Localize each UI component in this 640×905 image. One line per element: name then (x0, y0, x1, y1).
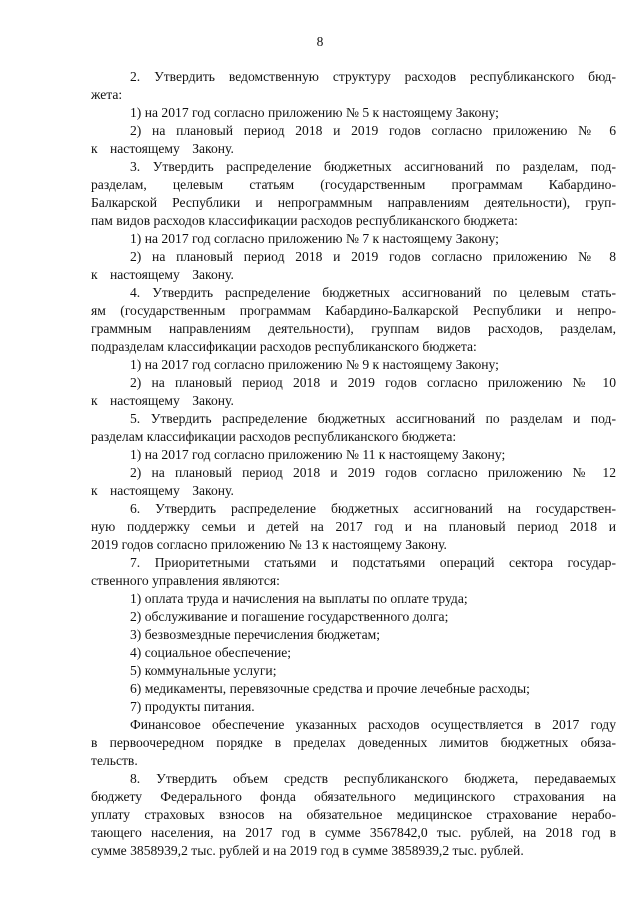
text-line: 1) на 2017 год согласно приложению № 7 к настоящему Закону; (130, 231, 499, 246)
text-line: тающего населения, на 2017 год в сумме 3567842,0 тыс. рублей, на 2018 год в (91, 825, 616, 840)
text-line: граммным направлениям деятельности), группам видов расходов, разделам, (91, 321, 616, 336)
text-line: тельств. (91, 753, 138, 768)
text-line: ственного управления являются: (91, 573, 280, 588)
text-line: 6) медикаменты, перевязочные средства и прочие лечебные расходы; (130, 681, 530, 696)
text-line: Балкарской Республики и непрограммным направлениям деятельности), груп- (91, 195, 616, 210)
text-line: 2) обслуживание и погашение государственного долга; (130, 609, 449, 624)
text-line: подразделам классификации расходов республиканского бюджета: (91, 339, 477, 354)
text-line: пам видов расходов классификации расходов республиканского бюджета: (91, 213, 518, 228)
text-line: к настоящему Закону. (91, 141, 234, 156)
text-line: 8. Утвердить объем средств республиканского бюджета, передаваемых (130, 771, 616, 786)
text-line: 2) на плановый период 2018 и 2019 годов согласно приложению № 6 (130, 123, 616, 138)
text-line: 2) на плановый период 2018 и 2019 годов согласно приложению № 12 (130, 465, 616, 480)
text-line: 5) коммунальные услуги; (130, 663, 277, 678)
text-line: 4) социальное обеспечение; (130, 645, 292, 660)
text-line: ям (государственным программам Кабардино-Балкарской Республики и непро- (91, 303, 616, 318)
text-line: жета: (91, 87, 123, 102)
text-line: 1) на 2017 год согласно приложению № 5 к настоящему Закону; (130, 105, 499, 120)
text-line: 2. Утвердить ведомственную структуру расходов республиканского бюд- (130, 69, 616, 84)
text-line: 5. Утвердить распределение бюджетных ассигнований по разделам и под- (130, 411, 616, 426)
text-line: в первоочередном порядке в пределах доведенных лимитов бюджетных обяза- (91, 735, 616, 750)
text-line: Финансовое обеспечение указанных расходов осуществляется в 2017 году (130, 717, 616, 732)
law-text (91, 68, 616, 860)
text-line: к настоящему Закону. (91, 267, 234, 282)
text-line: 2) на плановый период 2018 и 2019 годов согласно приложению № 10 (130, 375, 616, 390)
text-line: 1) оплата труда и начисления на выплаты по оплате труда; (130, 591, 468, 606)
text-line: 4. Утвердить распределение бюджетных ассигнований по целевым стать- (130, 285, 616, 300)
text-line: 1) на 2017 год согласно приложению № 11 к настоящему Закону; (130, 447, 506, 462)
text-line: 1) на 2017 год согласно приложению № 9 к настоящему Закону; (130, 357, 499, 372)
text-line: 3) безвозмездные перечисления бюджетам; (130, 627, 381, 642)
text-line: ную поддержку семьи и детей на 2017 год и на плановый период 2018 и (91, 519, 616, 534)
text-line: к настоящему Закону. (91, 483, 234, 498)
text-line: 7. Приоритетными статьями и подстатьями операций сектора государ- (130, 555, 616, 570)
text-line: 6. Утвердить распределение бюджетных ассигнований на государствен- (130, 501, 616, 516)
text-line: 7) продукты питания. (130, 699, 255, 714)
text-line: разделам классификации расходов республиканского бюджета: (91, 429, 457, 444)
text-line: 2) на плановый период 2018 и 2019 годов согласно приложению № 8 (130, 249, 616, 264)
text-line: разделам, целевым статьям (государственным программам Кабардино- (91, 177, 616, 192)
text-line: бюджету Федерального фонда обязательного медицинского страхования на (91, 789, 616, 804)
text-line: сумме 3858939,2 тыс. рублей и на 2019 год в сумме 3858939,2 тыс. рублей. (91, 843, 524, 858)
text-line: к настоящему Закону. (91, 393, 234, 408)
text-line: 3. Утвердить распределение бюджетных ассигнований по разделам, под- (130, 159, 616, 174)
page-number: 8 (316, 34, 324, 49)
text-line: 2019 годов согласно приложению № 13 к настоящему Закону. (91, 537, 447, 552)
text-line: уплату страховых взносов на обязательное медицинское страхование нерабо- (91, 807, 616, 822)
